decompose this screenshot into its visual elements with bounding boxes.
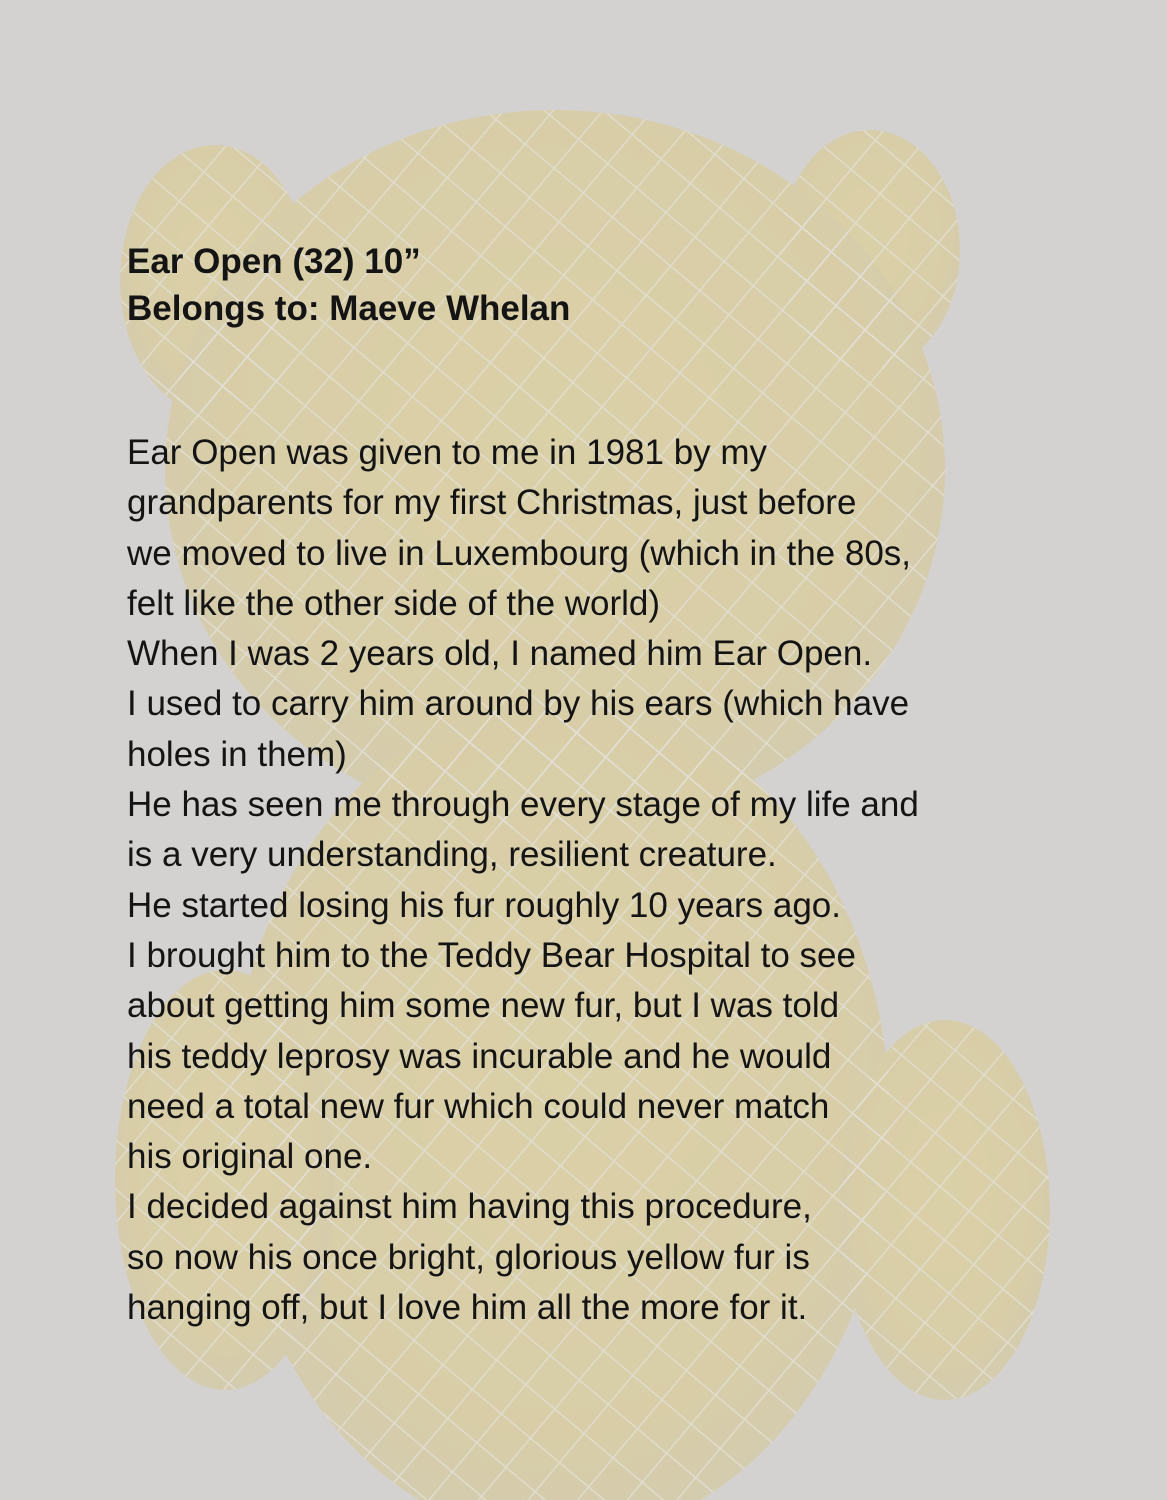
document-content <box>127 238 1137 1333</box>
story-line: He started losing his fur roughly 10 years ago. <box>127 885 841 925</box>
story-text <box>127 428 1137 1333</box>
story-line: is a very understanding, resilient creature. <box>127 835 777 875</box>
story-line: I brought him to the Teddy Bear Hospital to see <box>127 935 856 975</box>
story-line: He has seen me through every stage of my life and <box>127 785 919 825</box>
story-line: we moved to live in Luxembourg (which in the 80s, <box>127 533 912 573</box>
story-line: need a total new fur which could never match <box>127 1086 830 1126</box>
story-line: hanging off, but I love him all the more for it. <box>127 1288 808 1328</box>
story-line: I used to carry him around by his ears (which have <box>127 684 910 724</box>
story-line: felt like the other side of the world) <box>127 583 661 623</box>
document-title <box>127 238 1137 332</box>
story-line: about getting him some new fur, but I was told <box>127 986 840 1026</box>
story-line: I decided against him having this procedure, <box>127 1187 812 1227</box>
story-line: grandparents for my first Christmas, just before <box>127 483 857 523</box>
title-line-owner: Belongs to: Maeve Whelan <box>127 289 571 328</box>
story-line: so now his once bright, glorious yellow fur is <box>127 1237 810 1277</box>
story-line: When I was 2 years old, I named him Ear Open. <box>127 634 873 674</box>
story-line: his original one. <box>127 1137 373 1177</box>
story-line: Ear Open was given to me in 1981 by my <box>127 433 768 472</box>
story-line: holes in them) <box>127 734 347 774</box>
story-line: his teddy leprosy was incurable and he would <box>127 1036 832 1076</box>
title-line-name: Ear Open (32) 10” <box>127 242 421 281</box>
